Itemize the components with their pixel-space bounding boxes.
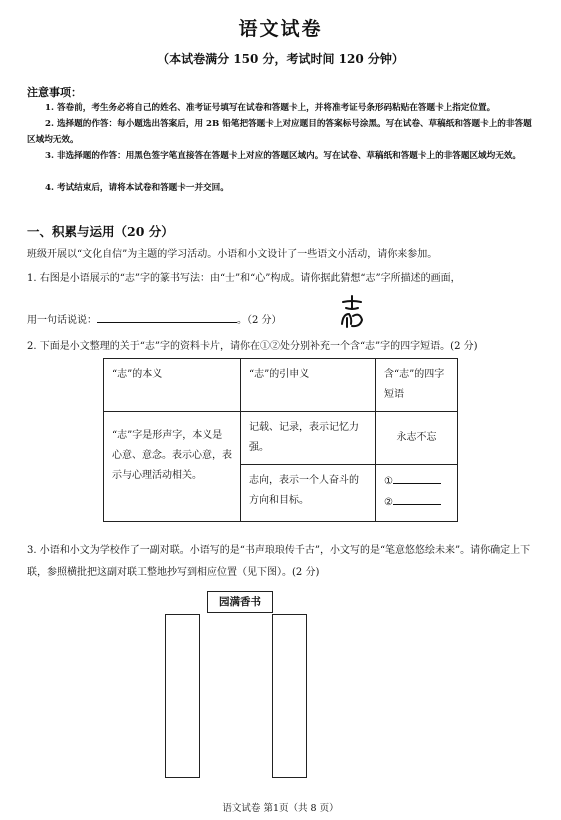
blank-1-label: ① (384, 476, 393, 487)
card-blank-cell (376, 465, 458, 522)
card-header-original: “志”的本义 (104, 359, 241, 412)
notice-heading: 注意事项： (27, 86, 82, 99)
section-intro: 班级开展以“文化自信”为主题的学习活动。小语和小文设计了一些语文小活动，请你来参加。 (27, 249, 438, 260)
notice-item-4: 4. 考试结束后，请将本试卷和答题卡一并交回。 (45, 183, 229, 193)
question-1-text: 1. 右图是小语展示的“志”字的篆书写法：由“士”和“心”构成。请你据此猜想“志”字所描述的画面， (27, 273, 461, 284)
card-header-extended: “志”的引申义 (241, 359, 376, 412)
card-extended-2: 志向，表示一个人奋斗的方向和目标。 (241, 465, 376, 522)
card-extended-1: 记载、记录，表示记忆力强。 (241, 412, 376, 465)
zhi-info-card (103, 358, 458, 522)
notice-item-1: 1. 答卷前，考生务必将自己的姓名、准考证号填写在试卷和答题卡上，并将准考证号条形码粘贴在答题卡上指定位置。 (45, 103, 496, 113)
couplet-scroll-right[interactable] (272, 614, 307, 778)
notice-item-3: 3. 非选择题的作答：用黑色签字笔直接答在答题卡上对应的答题区域内。写在试卷、草稿纸和答题卡上的非答题区域均无效。 (45, 151, 522, 161)
exam-title: 语文试卷 (238, 18, 323, 40)
answer-blank[interactable] (97, 310, 237, 323)
exam-subtitle: （本试卷满分 150 分，考试时间 120 分钟） (157, 52, 404, 66)
card-header-phrases: 含“志”的四字短语 (376, 359, 458, 412)
page-footer: 语文试卷 第1页（共 8 页） (222, 803, 339, 814)
section-heading: 一、积累与运用（20 分） (27, 224, 174, 239)
question-2-text: 2. 下面是小文整理的关于“志”字的资料卡片，请你在①②处分别补充一个含“志”字的四字短语。(2 分) (27, 341, 478, 352)
card-original-meaning: “志”字是形声字，本义是心意、意念。表示心意，表示与心理活动相关。 (104, 412, 241, 522)
blank-2-label: ② (384, 497, 393, 508)
horizontal-scroll: 园满香书 (207, 591, 273, 613)
question-1-answer-line (27, 310, 327, 332)
question-3-text: 3. 小语和小文为学校作了一副对联。小语写的是“书声琅琅传千古”，小文写的是“笔意悠悠绘未来”。请你确定上下联，参照横批把这副对联工整地抄写到相应位置（见下图）。(2 分) (27, 545, 531, 578)
seal-script-zhi-image (338, 294, 366, 330)
question-1-suffix: 。（2 分） (237, 315, 282, 326)
question-1-prefix: 用一句话说说： (27, 315, 97, 326)
couplet-scroll-left[interactable] (165, 614, 200, 778)
card-phrase-1: 永志不忘 (376, 412, 458, 465)
blank-2-line[interactable] (393, 492, 441, 505)
notice-item-2: 2. 选择题的作答：每小题选出答案后，用 2B 铅笔把答题卡上对应题目的答案标号涂黑。写在试卷、草稿纸和答题卡上的非答题区域均无效。 (27, 119, 532, 145)
blank-1-line[interactable] (393, 471, 441, 484)
